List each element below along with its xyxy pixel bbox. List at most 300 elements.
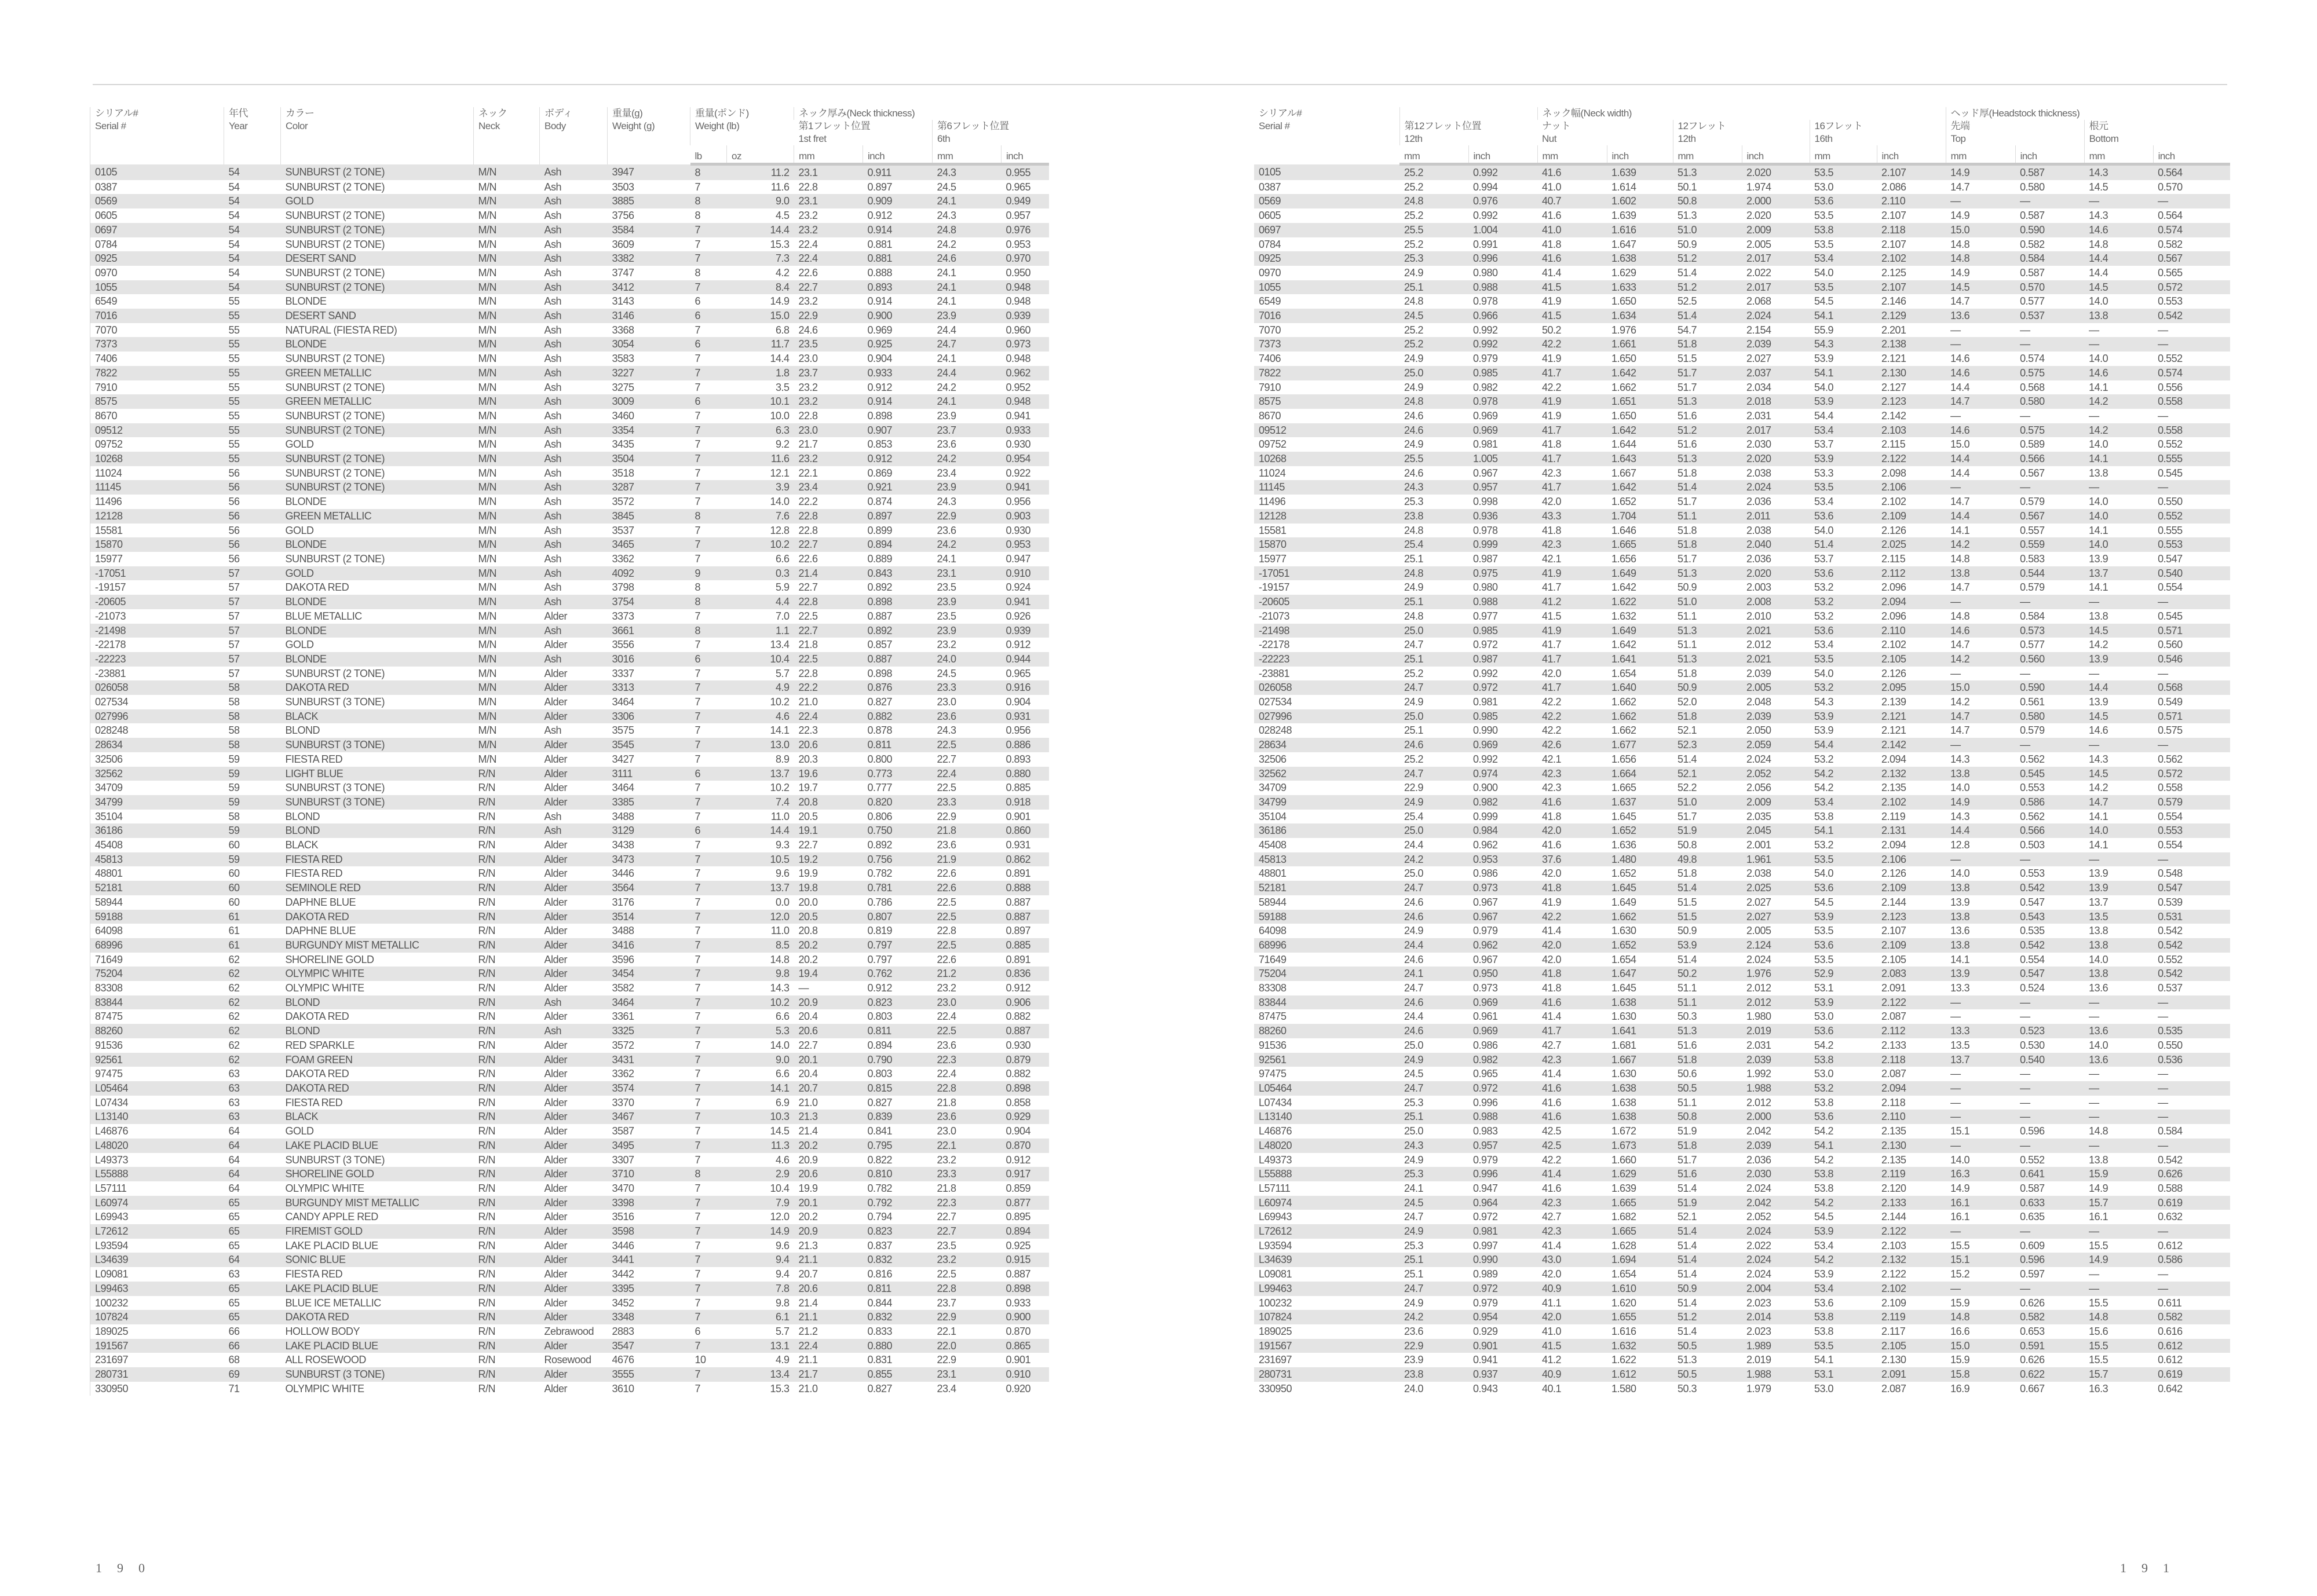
table-row [90,638,1049,652]
cell-color: SUNBURST (2 TONE) [285,667,385,679]
cell-head-bottom-mm: 13.9 [2084,652,2153,667]
table-row [1254,823,2230,838]
cell-serial: -23881 [95,667,126,679]
cell-weight-g: 3452 [612,1297,634,1309]
cell-weight-oz: 13.1 [727,1339,794,1353]
cell-width12-mm: 51.4 [1678,1297,1697,1309]
cell-head-top-mm: 13.3 [1950,982,1970,994]
cell-nut-mm: 41.8 [1542,810,1562,822]
cell-fret1-inch: 0.841 [867,1125,893,1137]
cell-fret6-inch: 0.956 [1006,496,1031,508]
cell-width16-mm: 53.7 [1814,552,1834,565]
cell-fret12-inch: 0.961 [1473,1011,1498,1023]
table-row [1254,552,2230,566]
cell-weight-oz: 2.9 [727,1167,794,1181]
cell-nut-inch: 1.667 [1607,1053,1673,1067]
table-row [90,1067,1049,1081]
cell-width12-mm: 51.2 [1673,423,1742,438]
cell-serial: 7016 [90,309,224,323]
cell-fret1-mm: 22.4 [794,709,863,724]
cell-weight-g: 3661 [608,624,690,638]
cell-fret6-inch: 0.931 [1006,839,1031,851]
table-row [90,1239,1049,1253]
cell-fret1-inch: 0.819 [867,925,893,937]
cell-fret6-mm: 22.5 [933,938,1002,953]
cell-head-bottom-inch: 0.547 [2158,552,2183,565]
cell-width12-inch: 2.050 [1746,724,1771,737]
cell-weight-lb: 7 [695,438,701,451]
cell-fret6-mm: 24.1 [937,552,956,565]
cell-head-top-inch: 0.552 [2020,1154,2045,1166]
cell-fret6-inch: 0.891 [1006,953,1031,965]
unit-mm: mm [1810,145,1877,164]
cell-serial: L99463 [1254,1282,1399,1296]
cell-width16-mm: 53.2 [1814,610,1834,622]
cell-year: 63 [228,1268,240,1280]
cell-color: GREEN METALLIC [281,366,474,380]
cell-fret6-mm: 24.7 [933,337,1002,352]
cell-weight-oz: 7.8 [727,1282,794,1296]
cell-weight-g: 3467 [608,1110,690,1124]
cell-fret12-inch: 0.969 [1468,1024,1537,1038]
cell-fret6-inch: 0.941 [1006,409,1031,422]
cell-fret6-mm: 22.5 [937,896,956,908]
cell-head-bottom-mm: 14.0 [2089,438,2108,451]
cell-nut-inch: 1.665 [1607,1196,1673,1210]
cell-fret6-inch: 0.870 [1006,1325,1031,1337]
cell-serial: L93594 [95,1239,129,1251]
cell-head-bottom-mm: 14.0 [2089,1039,2108,1051]
cell-neck: M/N [478,524,496,536]
cell-width12-inch: 2.021 [1742,652,1810,667]
cell-weight-lb: 7 [690,1110,727,1124]
cell-width16-mm: 53.8 [1810,223,1877,237]
cell-width16-mm: 54.2 [1814,1154,1834,1166]
cell-nut-inch: 1.662 [1611,381,1636,393]
cell-fret1-mm: 20.2 [798,1211,818,1223]
cell-nut-mm: 41.6 [1542,1182,1562,1194]
cell-width16-mm: 54.2 [1810,767,1877,781]
table-row [90,466,1049,481]
cell-head-bottom-mm: — [2084,595,2153,609]
cell-fret6-mm: 24.1 [937,353,956,365]
cell-head-top-mm: 14.0 [1950,1154,1970,1166]
cell-color: DAKOTA RED [285,581,349,594]
cell-weight-oz: 14.1 [727,1081,794,1096]
cell-fret6-inch: 0.918 [1002,795,1049,810]
table-row [90,251,1049,266]
cell-head-top-inch: 0.587 [2015,164,2084,180]
cell-neck: R/N [478,782,495,794]
cell-neck: R/N [474,1367,540,1382]
cell-fret6-inch: 0.862 [1002,852,1049,867]
cell-head-top-mm: 15.0 [1946,1339,2015,1353]
cell-nut-mm: 41.5 [1537,1339,1607,1353]
cell-serial: 28634 [1254,738,1399,752]
cell-body: Ash [540,995,608,1010]
cell-width16-inch: 2.096 [1881,610,1906,622]
cell-fret6-mm: 22.4 [937,1011,956,1023]
cell-color: SEMINOLE RED [281,881,474,895]
cell-head-bottom-mm: 14.6 [2084,223,2153,237]
cell-fret1-mm: 22.7 [798,581,818,594]
left-table-body [90,164,1049,1396]
cell-nut-mm: 41.6 [1537,1081,1607,1096]
cell-color: SONIC BLUE [281,1253,474,1267]
cell-fret1-mm: 19.8 [794,881,863,895]
cell-fret12-mm: 25.0 [1399,709,1468,724]
cell-year: 61 [224,938,281,953]
cell-head-bottom-mm: 14.1 [2089,381,2108,393]
cell-head-bottom-inch: 0.571 [2153,624,2230,638]
cell-width16-mm: 53.5 [1814,953,1834,965]
cell-fret1-mm: 22.7 [794,280,863,295]
cell-year: 59 [224,852,281,867]
cell-head-top-mm: — [1946,1282,2015,1296]
cell-width12-inch: 2.024 [1746,753,1771,765]
cell-fret12-inch: 0.973 [1473,982,1498,994]
cell-serial: -22178 [1259,639,1290,651]
cell-serial: L13140 [1254,1110,1399,1124]
table-row [90,352,1049,366]
cell-fret6-inch: 0.948 [1002,280,1049,295]
cell-head-top-mm: — [1950,1011,1961,1023]
cell-width16-inch: 2.096 [1881,581,1906,594]
cell-head-top-mm: — [1946,995,2015,1010]
unit-mm: mm [794,145,863,164]
unit-inch: inch [1002,145,1049,164]
cell-weight-lb: 7 [690,1053,727,1067]
cell-width12-mm: 50.8 [1678,839,1697,851]
cell-neck: M/N [478,467,496,479]
cell-width16-inch: 2.122 [1877,452,1946,466]
cell-fret1-inch: 0.853 [867,438,893,451]
cell-fret12-inch: 0.985 [1468,624,1537,638]
cell-width16-inch: 2.110 [1877,624,1946,638]
cell-head-top-inch: — [2015,595,2084,609]
cell-width16-inch: 2.130 [1877,1139,1946,1153]
cell-width12-mm: 51.1 [1678,982,1697,994]
cell-fret6-inch: 0.901 [1006,1354,1031,1366]
cell-width16-inch: 2.107 [1877,280,1946,295]
cell-neck: R/N [478,953,495,965]
cell-fret1-mm: 20.6 [794,1024,863,1038]
cell-weight-g: 3227 [608,366,690,380]
cell-year: 64 [228,1154,240,1166]
cell-head-top-mm: 16.6 [1950,1325,1970,1337]
cell-color: BLONDE [281,595,474,609]
cell-fret6-mm: 22.9 [937,810,956,822]
cell-weight-g: 3454 [608,967,690,981]
cell-width16-inch: 2.105 [1877,1339,1946,1353]
cell-color: FOAM GREEN [281,1053,474,1067]
cell-weight-oz: 6.1 [727,1310,794,1324]
table-row [1254,938,2230,953]
cell-width16-inch: 2.139 [1881,696,1906,708]
cell-head-bottom-inch: — [2153,337,2230,352]
cell-color: SUNBURST (2 TONE) [281,164,474,180]
cell-head-bottom-inch: 0.564 [2158,210,2183,222]
cell-head-top-mm: 14.8 [1946,251,2015,266]
cell-color: GOLD [285,524,314,536]
cell-width16-mm: 53.6 [1810,509,1877,524]
cell-width12-mm: 51.3 [1673,452,1742,466]
cell-head-bottom-mm: 15.7 [2084,1196,2153,1210]
cell-serial: 8575 [1254,394,1399,409]
cell-nut-inch: 1.602 [1607,194,1673,208]
cell-fret1-mm: 22.4 [794,251,863,266]
cell-nut-mm: 40.9 [1537,1282,1607,1296]
cell-nut-mm: 41.5 [1537,309,1607,323]
cell-serial: 0569 [1254,194,1399,208]
cell-fret12-mm: 24.5 [1399,1196,1468,1210]
cell-weight-g: 3885 [608,194,690,208]
cell-fret1-inch: 0.894 [863,537,933,552]
cell-serial: 11145 [1254,480,1399,495]
cell-width12-mm: 51.7 [1678,810,1697,822]
cell-head-top-mm: 14.9 [1946,164,2015,180]
cell-head-bottom-inch: 0.554 [2158,581,2183,594]
cell-fret12-mm: 25.3 [1399,251,1468,266]
table-row [1254,480,2230,495]
table-row [1254,795,2230,810]
cell-body: Ash [540,194,608,208]
cell-fret12-inch: 0.982 [1473,381,1498,393]
cell-head-top-mm: 14.4 [1950,467,1970,479]
cell-serial: 59188 [1254,910,1399,924]
cell-year: 64 [224,1253,281,1267]
cell-weight-g: 3488 [612,925,634,937]
cell-neck: M/N [478,696,496,708]
cell-weight-lb: 7 [695,381,701,393]
cell-body: Alder [540,1310,608,1324]
table-row [1254,437,2230,452]
cell-fret6-inch: 0.893 [1006,753,1031,765]
cell-fret1-inch: 0.811 [863,738,933,752]
cell-head-top-inch: 0.540 [2015,1053,2084,1067]
cell-serial: L48020 [90,1139,224,1153]
cell-weight-oz: 14.4 [727,223,794,237]
cell-nut-mm: 41.4 [1537,1167,1607,1181]
table-row [90,1367,1049,1382]
cell-body: Alder [540,1253,608,1267]
table-row [90,537,1049,552]
cell-body: Alder [540,795,608,810]
cell-fret6-inch: 0.926 [1006,610,1031,622]
table-row [1254,1310,2230,1324]
header-label-jp: ボディ [544,108,573,119]
table-row [90,208,1049,223]
cell-nut-inch: 1.638 [1611,1096,1636,1108]
cell-fret6-mm: 23.5 [937,1239,956,1251]
cell-nut-mm: 42.0 [1537,1310,1607,1324]
cell-nut-mm: 41.6 [1537,995,1607,1010]
cell-head-bottom-inch: — [2153,1139,2230,1153]
cell-fret6-mm: 23.4 [937,1382,956,1394]
cell-weight-lb: 7 [690,1253,727,1267]
cell-color: FIESTA RED [285,753,343,765]
cell-weight-g: 3845 [608,509,690,524]
cell-head-top-mm: 13.8 [1946,881,2015,895]
cell-weight-oz: 13.7 [727,881,794,895]
cell-head-top-inch: 0.562 [2020,810,2045,822]
cell-weight-g: 3368 [612,324,634,336]
cell-width12-mm: 51.8 [1678,867,1697,880]
cell-serial: 10268 [90,452,224,466]
cell-fret6-inch: 0.930 [1006,524,1031,536]
cell-neck: R/N [478,1211,495,1223]
cell-serial: 97475 [95,1068,123,1080]
cell-width12-inch: 2.024 [1742,1224,1810,1239]
cell-fret1-inch: 0.827 [867,696,893,708]
cell-color: BLOND [281,823,474,838]
table-row [1254,767,2230,781]
cell-fret1-mm: 21.1 [794,1253,863,1267]
cell-width16-mm: 53.2 [1810,1081,1877,1096]
cell-width16-mm: 53.9 [1810,709,1877,724]
cell-fret12-mm: 25.2 [1399,337,1468,352]
cell-fret6-mm: 23.9 [933,624,1002,638]
cell-fret12-inch: 0.900 [1473,782,1498,794]
cell-fret12-inch: 0.972 [1473,1211,1498,1223]
cell-fret12-mm: 22.9 [1399,1339,1468,1353]
cell-neck: M/N [478,667,496,679]
cell-head-bottom-mm: 13.6 [2084,1024,2153,1038]
cell-head-bottom-inch: 0.574 [2153,223,2230,237]
cell-head-bottom-mm: 14.2 [2084,423,2153,438]
cell-width16-inch: 2.135 [1881,782,1906,794]
cell-weight-oz: 9.0 [727,1053,794,1067]
cell-head-bottom-mm: 14.5 [2084,767,2153,781]
cell-head-bottom-inch: 0.611 [2158,1297,2182,1309]
table-row [90,180,1049,195]
cell-fret1-inch: 0.806 [867,810,893,822]
cell-nut-inch: 1.638 [1607,995,1673,1010]
table-row [1254,1296,2230,1311]
cell-head-top-mm: — [1946,738,2015,752]
cell-width16-mm: 53.4 [1814,639,1834,651]
cell-fret1-inch: 0.790 [863,1053,933,1067]
cell-nut-inch: 1.639 [1611,210,1636,222]
cell-width16-mm: 54.0 [1814,266,1834,279]
cell-head-bottom-inch: 0.564 [2153,164,2230,180]
cell-head-bottom-inch: 0.565 [2158,266,2183,279]
cell-head-bottom-inch: 0.546 [2153,652,2230,667]
cell-body: Ash [540,480,608,495]
cell-weight-lb: 7 [695,1096,701,1108]
cell-head-bottom-inch: 0.552 [2158,438,2183,451]
cell-head-bottom-mm: 14.1 [2089,839,2108,851]
unit-oz: oz [727,145,794,164]
cell-fret6-mm: 24.3 [937,496,956,508]
cell-head-bottom-mm: 14.3 [2084,164,2153,180]
cell-body: Alder [540,1196,608,1210]
cell-width16-inch: 2.144 [1881,1211,1906,1223]
cell-fret1-mm: 22.4 [794,1339,863,1353]
cell-head-top-mm: 14.1 [1950,524,1970,536]
cell-serial: 7822 [1254,366,1399,380]
cell-fret6-mm: 22.7 [937,1211,956,1223]
cell-head-top-inch: 0.535 [2020,925,2045,937]
cell-color: SUNBURST (2 TONE) [281,452,474,466]
cell-fret12-inch: 0.947 [1473,1182,1498,1194]
cell-nut-inch: 1.642 [1607,480,1673,495]
cell-head-bottom-inch: — [2153,1110,2230,1124]
cell-body: Ash [540,509,608,524]
table-row [1254,537,2230,552]
cell-body: Alder [544,696,568,708]
cell-color: GOLD [285,438,314,451]
cell-year: 62 [224,1053,281,1067]
cell-neck: R/N [474,1196,540,1210]
cell-head-top-inch: 0.537 [2015,309,2084,323]
cell-nut-inch: 1.651 [1607,394,1673,409]
cell-width16-inch: 2.201 [1881,324,1906,336]
cell-width12-inch: 2.008 [1742,595,1810,609]
cell-neck: R/N [474,1024,540,1038]
cell-body: Alder [544,1068,568,1080]
cell-head-top-mm: — [1950,409,1961,422]
cell-body: Ash [540,452,608,466]
table-row [1254,1038,2230,1053]
cell-fret12-inch: 0.986 [1473,1039,1498,1051]
cell-nut-inch: 1.645 [1607,881,1673,895]
cell-width12-mm: 51.4 [1678,266,1697,279]
cell-width12-mm: 52.1 [1678,724,1697,737]
cell-head-bottom-mm: 14.2 [2089,782,2108,794]
cell-fret6-mm: 24.5 [937,181,956,193]
cell-head-top-inch: 0.554 [2020,953,2045,965]
cell-head-bottom-mm: 13.8 [2089,1154,2108,1166]
cell-fret6-inch: 0.891 [1006,867,1031,880]
cell-width16-inch: 2.091 [1881,982,1906,994]
cell-width16-inch: 2.109 [1877,881,1946,895]
cell-weight-oz: 8.5 [727,938,794,953]
cell-fret12-mm: 24.8 [1399,194,1468,208]
cell-nut-mm: 42.6 [1537,738,1607,752]
cell-nut-mm: 40.1 [1542,1382,1562,1394]
cell-width16-inch: 2.119 [1877,1310,1946,1324]
cell-width12-mm: 51.5 [1678,896,1697,908]
cell-nut-mm: 41.6 [1542,839,1562,851]
cell-width12-inch: 2.014 [1742,1310,1810,1324]
cell-body: Alder [540,1053,608,1067]
cell-weight-lb: 6 [690,823,727,838]
cell-neck: M/N [474,452,540,466]
cell-head-top-mm: 14.4 [1946,452,2015,466]
header-label-en: 12th [1404,133,1423,144]
cell-body: Alder [540,1224,608,1239]
cell-nut-inch: 1.649 [1611,896,1636,908]
cell-body: Alder [540,910,608,924]
cell-body: Ash [540,251,608,266]
cell-neck: M/N [478,295,496,308]
cell-width12-mm: 51.3 [1673,394,1742,409]
table-row [1254,695,2230,709]
cell-fret6-mm: 23.9 [933,480,1002,495]
cell-weight-oz: 13.4 [770,639,790,651]
cell-weight-oz: 10.0 [770,409,790,422]
cell-color: DAKOTA RED [281,680,474,695]
cell-fret1-inch: 0.933 [863,366,933,380]
cell-nut-mm: 41.8 [1542,524,1562,536]
cell-neck: M/N [474,223,540,237]
cell-width16-inch: 2.094 [1877,595,1946,609]
cell-width16-inch: 2.102 [1881,639,1906,651]
cell-color: FIREMIST GOLD [281,1224,474,1239]
cell-weight-lb: 7 [695,610,701,622]
cell-fret1-mm: 20.8 [798,925,818,937]
